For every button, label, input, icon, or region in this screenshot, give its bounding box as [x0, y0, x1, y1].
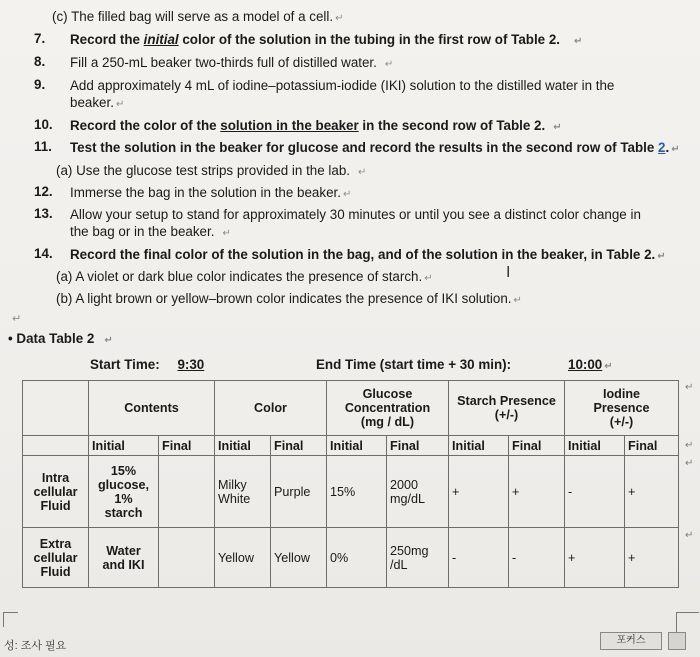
step-7-number: 7. [34, 31, 46, 46]
header-contents: Contents [89, 381, 215, 436]
return-mark: ↵ [104, 335, 113, 346]
row-end-mark: ↵ [685, 530, 694, 541]
cell-contents-initial[interactable] [89, 528, 159, 588]
view-toggle-icon[interactable] [668, 632, 686, 650]
step-8-number: 8. [34, 54, 46, 69]
return-mark: ↵ [657, 251, 666, 262]
row-label-line3: Fluid [40, 564, 71, 579]
subheader-color-final: Final [271, 436, 327, 456]
row-label-extracellular [23, 528, 89, 588]
cell-iodine-final[interactable]: + [625, 456, 679, 528]
color-initial-line1: Milky [218, 477, 247, 492]
header-starch-line1: Starch Presence [457, 394, 556, 408]
header-glucose-line1: Glucose [362, 387, 413, 401]
step-13-line2-label: the bag or in the beaker. [70, 224, 215, 239]
return-mark: ↵ [358, 167, 367, 178]
subheader-iodine-initial: Initial [565, 436, 625, 456]
glucose-final-line2: mg/dL [390, 491, 426, 506]
page-corner-left [3, 612, 18, 627]
return-mark: ↵ [513, 295, 522, 306]
color-initial-line2: White [218, 491, 251, 506]
data-table [22, 380, 679, 588]
cell-color-initial[interactable]: Yellow [215, 528, 271, 588]
step-9-line1: Add approximately 4 mL of iodine–potassium-iodide (IKI) solution to the distilled water in the [70, 78, 615, 93]
step-14a-label: (a) A violet or dark blue color indicates the presence of starch. [56, 269, 423, 284]
return-mark: ↵ [115, 99, 125, 110]
header-iodine-line2: Presence [593, 401, 650, 415]
table-row-intracellular [23, 456, 679, 528]
cell-iodine-final[interactable]: + [625, 528, 679, 588]
step-10-part-c: in the second row of Table 2. [358, 118, 546, 133]
glucose-final-line1: 250mg [390, 543, 429, 558]
cell-starch-final[interactable]: + [509, 456, 565, 528]
step-7-part-c: color of the solution in the tubing in the first row of Table 2. [178, 32, 561, 47]
end-time-value: 10:00 [568, 357, 603, 372]
step-14b-text [56, 290, 522, 309]
step-11-text [70, 139, 680, 158]
step-9-line2 [70, 94, 124, 113]
table-title-label: Data Table 2 [16, 331, 95, 346]
subheader-starch-initial: Initial [449, 436, 509, 456]
focus-mode-label: 포커스 [616, 635, 646, 646]
step-11a-label: (a) Use the glucose test strips provided in the lab. [56, 163, 350, 178]
cell-contents-initial[interactable] [89, 456, 159, 528]
header-empty-cell[interactable] [23, 381, 89, 436]
header-glucose [327, 381, 449, 436]
cell-glucose-final[interactable] [387, 456, 449, 528]
return-mark: ↵ [424, 273, 433, 284]
end-time-label: End Time (start time + 30 min): [316, 357, 512, 372]
step-13-line2 [70, 223, 231, 242]
step-c-label: (c) The filled bag will serve as a model of a cell. [52, 9, 334, 24]
step-12-label: Immerse the bag in the solution in the beaker. [70, 185, 341, 200]
subheader-glucose-initial: Initial [327, 436, 387, 456]
step-7-text [70, 31, 582, 50]
table-title: • Data Table 2 ↵ [8, 331, 113, 346]
return-mark: ↵ [384, 59, 394, 70]
subheader-color-initial: Initial [215, 436, 271, 456]
step-10-text [70, 117, 562, 136]
step-7-initial-emphasis: initial [143, 32, 179, 47]
step-9-number: 9. [34, 77, 46, 92]
step-8-label: Fill a 250-mL beaker two-thirds full of distilled water. [70, 55, 377, 70]
header-starch-line2: (+/-) [494, 408, 519, 422]
step-14a-text [56, 268, 433, 287]
cell-iodine-initial[interactable]: + [565, 528, 625, 588]
contents-line2: and IKI [102, 557, 145, 572]
contents-line4: starch [104, 505, 143, 520]
step-14-label: Record the final color of the solution in the bag, and of the solution in the beaker, in Table 2. [70, 247, 656, 262]
subheader-iodine-final: Final [625, 436, 679, 456]
return-mark: ↵ [604, 361, 613, 372]
contents-line2: glucose, [97, 477, 150, 492]
page-corner-right [676, 612, 699, 633]
focus-mode-button[interactable] [600, 632, 662, 650]
step-c-text [52, 8, 343, 27]
step-13-number: 13. [34, 206, 53, 221]
row-label-line1: Intra [41, 470, 70, 485]
table-subheader-row [23, 436, 679, 456]
start-time [90, 357, 214, 372]
header-iodine-line3: (+/-) [609, 415, 634, 429]
row-label-line2: cellular [33, 484, 78, 499]
header-color: Color [215, 381, 327, 436]
return-mark: ↵ [574, 36, 583, 47]
subheader-starch-final: Final [509, 436, 565, 456]
row-end-mark: ↵ [685, 458, 694, 469]
header-glucose-line3: (mg / dL) [360, 415, 415, 429]
step-14-number: 14. [34, 246, 53, 261]
row-label-intracellular [23, 456, 89, 528]
step-14b-label: (b) A light brown or yellow–brown color indicates the presence of IKI solution. [56, 291, 512, 306]
subheader-contents-initial: Initial [89, 436, 159, 456]
cell-contents-final[interactable] [159, 528, 215, 588]
subheader-empty-cell[interactable] [23, 436, 89, 456]
cell-contents-final[interactable] [159, 456, 215, 528]
status-bar-text: 성: 조사 필요 [4, 640, 67, 652]
cell-color-initial[interactable] [215, 456, 271, 528]
cell-iodine-initial[interactable]: - [565, 456, 625, 528]
step-12-number: 12. [34, 184, 53, 199]
table-header-row [23, 381, 679, 436]
cell-glucose-initial[interactable]: 15% [327, 456, 387, 528]
return-mark: ↵ [342, 189, 352, 200]
cell-color-final[interactable]: Purple [271, 456, 327, 528]
row-label-line2: cellular [33, 550, 78, 565]
cell-glucose-initial[interactable]: 0% [327, 528, 387, 588]
contents-line3: 1% [114, 491, 133, 506]
cell-color-final[interactable]: Yellow [271, 528, 327, 588]
step-11a-text [56, 162, 366, 181]
step-10-part-a: Record the color of the [70, 118, 221, 133]
start-time-value: 9:30 [177, 357, 205, 372]
cell-starch-final[interactable]: - [509, 528, 565, 588]
step-11-number: 11. [34, 139, 52, 154]
contents-line1: Water [106, 543, 141, 558]
row-label-line3: Fluid [40, 498, 71, 513]
step-12-text [70, 184, 351, 203]
step-11-part-a: Test the solution in the beaker for glucose and record the results in the second row of Table [70, 140, 659, 155]
step-9-line2-label: beaker. [70, 95, 114, 110]
return-mark: ↵ [222, 228, 231, 239]
step-7-part-a: Record the [70, 32, 144, 47]
text-cursor-icon: I [506, 264, 511, 281]
return-mark: ↵ [553, 122, 562, 133]
start-time-label: Start Time: [90, 357, 160, 372]
glucose-final-line2: /dL [390, 557, 408, 572]
step-11-table-ref: 2 [658, 140, 666, 155]
cell-starch-initial[interactable]: - [449, 528, 509, 588]
step-11-part-c: . [665, 140, 670, 155]
header-starch [449, 381, 565, 436]
step-10-beaker-emphasis: solution in the beaker [220, 118, 359, 133]
row-end-mark: ↵ [685, 440, 694, 451]
step-13-line1: Allow your setup to stand for approximately 30 minutes or until you see a distinct color change in [70, 207, 641, 222]
header-iodine-line1: Iodine [602, 387, 641, 401]
header-glucose-line2: Concentration [344, 401, 431, 415]
row-end-mark: ↵ [685, 382, 694, 393]
contents-line1: 15% [110, 463, 137, 478]
cell-starch-initial[interactable]: + [449, 456, 509, 528]
return-mark: ↵ [671, 144, 680, 155]
table-row-extracellular [23, 528, 679, 588]
end-time [568, 357, 613, 372]
paragraph-mark: ↵ [12, 313, 22, 325]
step-8-text [70, 54, 393, 73]
step-14-text [70, 246, 666, 265]
subheader-contents-final: Final [159, 436, 215, 456]
header-iodine [565, 381, 679, 436]
row-label-line1: Extra [39, 536, 72, 551]
return-mark: ↵ [335, 13, 344, 24]
glucose-final-line1: 2000 [390, 477, 419, 492]
subheader-glucose-final: Final [387, 436, 449, 456]
step-10-number: 10. [34, 117, 53, 132]
cell-glucose-final[interactable] [387, 528, 449, 588]
